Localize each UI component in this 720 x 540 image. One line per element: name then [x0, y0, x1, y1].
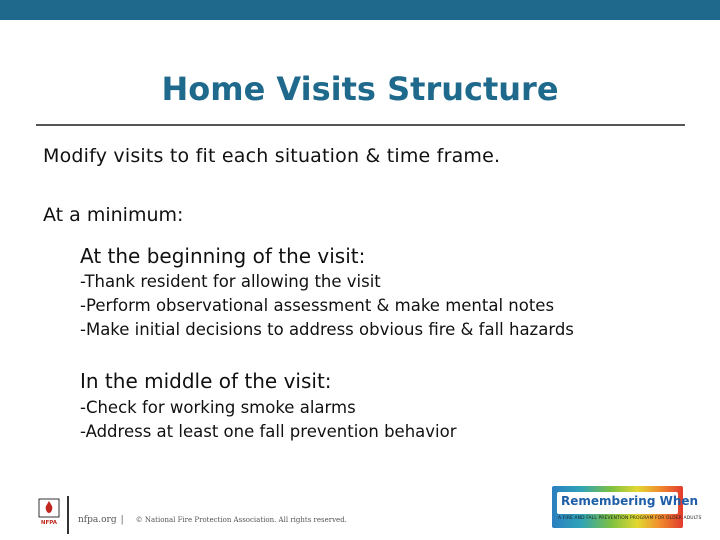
footer-text — [78, 515, 347, 525]
badge-title: Remembering When — [561, 494, 699, 508]
copyright-text: © National Fire Protection Association. All rights reserved. — [135, 516, 347, 524]
slide-title: Home Visits Structure — [161, 70, 559, 108]
list-item: -Perform observational assessment & make mental notes — [80, 296, 555, 315]
list-item: -Make initial decisions to address obvious fire & fall hazards — [80, 320, 574, 339]
minimum-label: At a minimum: — [43, 204, 184, 226]
title-divider — [36, 124, 685, 126]
site-link[interactable]: nfpa.org — [78, 515, 117, 525]
list-item: -Check for working smoke alarms — [80, 398, 356, 417]
list-item: -Address at least one fall prevention behavior — [80, 422, 457, 441]
logo-text: NFPA — [40, 520, 58, 526]
top-accent-bar — [0, 0, 720, 20]
nfpa-logo-icon — [38, 498, 60, 526]
section-heading-middle: In the middle of the visit: — [80, 369, 332, 393]
badge-subtitle: A FIRE AND FALL PREVENTION PROGRAM FOR OLDER ADULTS — [558, 516, 702, 521]
intro-text: Modify visits to fit each situation & time frame. — [43, 145, 501, 167]
remembering-when-badge — [552, 486, 702, 528]
footer-divider — [67, 496, 69, 534]
section-heading-beginning: At the beginning of the visit: — [80, 244, 366, 268]
footer-separator: | — [120, 515, 124, 525]
list-item: -Thank resident for allowing the visit — [80, 272, 381, 291]
